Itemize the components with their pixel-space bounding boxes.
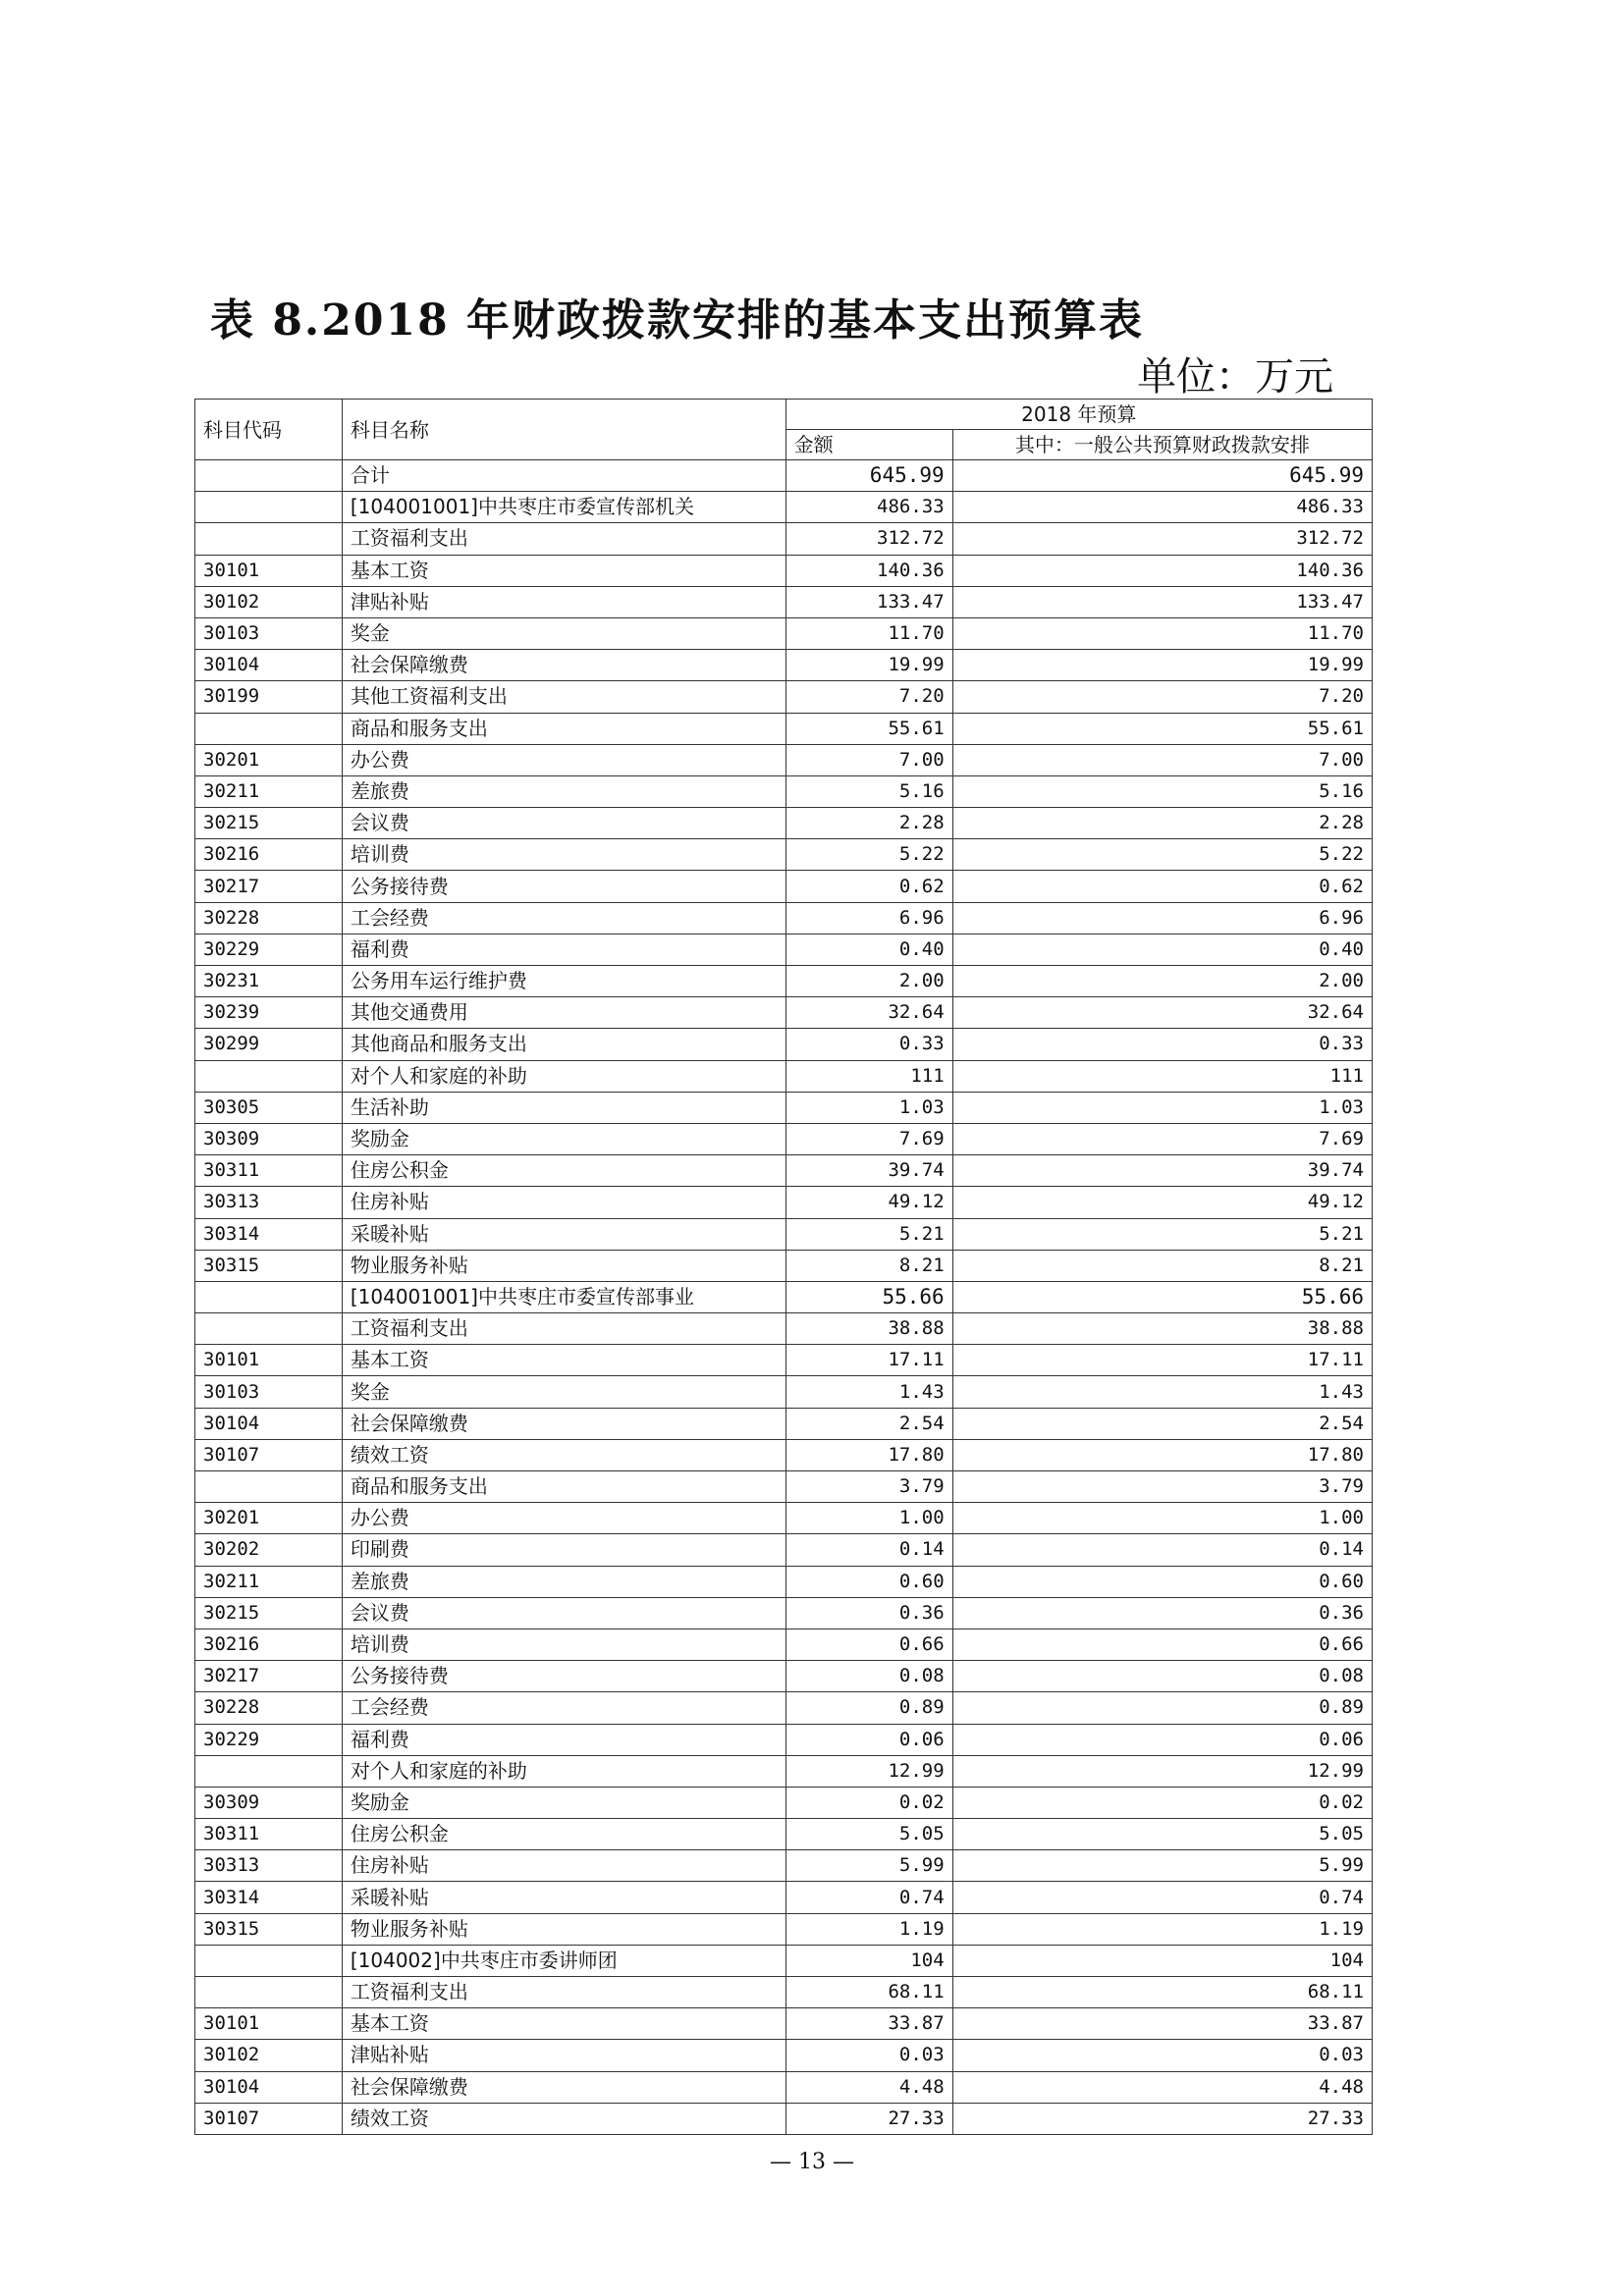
- cell-code: 30201: [195, 1503, 343, 1534]
- cell-amount: 33.87: [785, 2008, 952, 2040]
- cell-name: 住房补贴: [342, 1187, 785, 1218]
- document-title: 表 8.2018 年财政拨款安排的基本支出预算表: [210, 295, 1145, 346]
- cell-code: 30202: [195, 1534, 343, 1566]
- table-row: [195, 555, 1373, 586]
- cell-general-budget: 140.36: [952, 555, 1372, 586]
- cell-code: 30103: [195, 1376, 343, 1408]
- cell-code: [195, 1281, 343, 1312]
- cell-name: 印刷费: [342, 1534, 785, 1566]
- cell-amount: 7.69: [785, 1123, 952, 1154]
- cell-amount: 104: [785, 1945, 952, 1976]
- cell-code: 30101: [195, 1345, 343, 1376]
- cell-code: 30313: [195, 1187, 343, 1218]
- cell-general-budget: 0.36: [952, 1597, 1372, 1629]
- cell-name: 对个人和家庭的补助: [342, 1060, 785, 1092]
- cell-code: 30314: [195, 1882, 343, 1913]
- cell-general-budget: 12.99: [952, 1755, 1372, 1787]
- cell-name: 会议费: [342, 1597, 785, 1629]
- table-row: [195, 650, 1373, 681]
- cell-amount: 4.48: [785, 2071, 952, 2103]
- cell-general-budget: 38.88: [952, 1313, 1372, 1345]
- cell-amount: 645.99: [785, 460, 952, 492]
- table-row: [195, 1092, 1373, 1123]
- table-row: [195, 902, 1373, 934]
- cell-amount: 5.22: [785, 839, 952, 871]
- cell-general-budget: 17.11: [952, 1345, 1372, 1376]
- table-body: [195, 460, 1373, 2135]
- cell-code: 30211: [195, 775, 343, 807]
- cell-name: 公务用车运行维护费: [342, 966, 785, 997]
- cell-code: 30104: [195, 2071, 343, 2103]
- cell-amount: 312.72: [785, 523, 952, 555]
- cell-amount: 39.74: [785, 1155, 952, 1187]
- table-row: [195, 713, 1373, 744]
- cell-general-budget: 486.33: [952, 492, 1372, 523]
- cell-general-budget: 32.64: [952, 997, 1372, 1029]
- cell-code: 30104: [195, 650, 343, 681]
- cell-name: 其他交通费用: [342, 997, 785, 1029]
- cell-amount: 17.11: [785, 1345, 952, 1376]
- table-row: [195, 523, 1373, 555]
- cell-code: [195, 492, 343, 523]
- cell-amount: 5.21: [785, 1218, 952, 1250]
- table-row: [195, 1187, 1373, 1218]
- table-row: [195, 2071, 1373, 2103]
- cell-general-budget: 4.48: [952, 2071, 1372, 2103]
- cell-general-budget: 7.69: [952, 1123, 1372, 1154]
- cell-general-budget: 645.99: [952, 460, 1372, 492]
- cell-general-budget: 27.33: [952, 2103, 1372, 2134]
- cell-name: 绩效工资: [342, 2103, 785, 2134]
- cell-name: 会议费: [342, 808, 785, 839]
- table-row: [195, 1913, 1373, 1945]
- cell-name: 津贴补贴: [342, 586, 785, 617]
- cell-general-budget: 1.43: [952, 1376, 1372, 1408]
- cell-name: 社会保障缴费: [342, 1408, 785, 1439]
- cell-code: 30217: [195, 871, 343, 902]
- cell-general-budget: 2.54: [952, 1408, 1372, 1439]
- header-budget-group: 2018 年预算: [785, 400, 1372, 430]
- cell-amount: 0.03: [785, 2040, 952, 2071]
- cell-general-budget: 19.99: [952, 650, 1372, 681]
- table-row: [195, 1313, 1373, 1345]
- table-row: [195, 775, 1373, 807]
- cell-code: 30315: [195, 1913, 343, 1945]
- cell-code: [195, 1755, 343, 1787]
- cell-amount: 7.00: [785, 744, 952, 775]
- cell-code: 30217: [195, 1661, 343, 1692]
- cell-code: 30228: [195, 902, 343, 934]
- table-row: [195, 1281, 1373, 1312]
- cell-general-budget: 55.61: [952, 713, 1372, 744]
- cell-amount: 17.80: [785, 1439, 952, 1470]
- cell-general-budget: 49.12: [952, 1187, 1372, 1218]
- cell-amount: 27.33: [785, 2103, 952, 2134]
- cell-name: 绩效工资: [342, 1439, 785, 1470]
- cell-code: 30311: [195, 1155, 343, 1187]
- cell-amount: 7.20: [785, 681, 952, 713]
- cell-general-budget: 0.66: [952, 1629, 1372, 1660]
- cell-code: 30309: [195, 1123, 343, 1154]
- table-row: [195, 1945, 1373, 1976]
- cell-general-budget: 7.00: [952, 744, 1372, 775]
- cell-amount: 6.96: [785, 902, 952, 934]
- cell-code: 30215: [195, 1597, 343, 1629]
- cell-name: 差旅费: [342, 775, 785, 807]
- header-name: 科目名称: [342, 400, 785, 460]
- cell-amount: 486.33: [785, 492, 952, 523]
- cell-name: [104001001]中共枣庄市委宣传部事业: [342, 1281, 785, 1312]
- cell-code: 30211: [195, 1566, 343, 1597]
- cell-amount: 1.19: [785, 1913, 952, 1945]
- cell-amount: 140.36: [785, 555, 952, 586]
- cell-amount: 38.88: [785, 1313, 952, 1345]
- cell-name: 生活补助: [342, 1092, 785, 1123]
- table-row: [195, 2008, 1373, 2040]
- cell-code: 30313: [195, 1850, 343, 1882]
- cell-amount: 0.66: [785, 1629, 952, 1660]
- cell-code: 30239: [195, 997, 343, 1029]
- page-number: — 13 —: [770, 2150, 854, 2174]
- table-row: [195, 808, 1373, 839]
- cell-general-budget: 2.28: [952, 808, 1372, 839]
- table-row: [195, 966, 1373, 997]
- table-row: [195, 1155, 1373, 1187]
- cell-general-budget: 6.96: [952, 902, 1372, 934]
- table-row: [195, 1534, 1373, 1566]
- table-row: [195, 1882, 1373, 1913]
- cell-amount: 1.43: [785, 1376, 952, 1408]
- table-row: [195, 1029, 1373, 1060]
- cell-name: 商品和服务支出: [342, 1471, 785, 1503]
- table-row: [195, 1755, 1373, 1787]
- cell-code: [195, 1977, 343, 2008]
- cell-general-budget: 0.33: [952, 1029, 1372, 1060]
- cell-general-budget: 0.08: [952, 1661, 1372, 1692]
- table-row: [195, 2040, 1373, 2071]
- cell-code: 30102: [195, 2040, 343, 2071]
- cell-code: 30305: [195, 1092, 343, 1123]
- cell-general-budget: 133.47: [952, 586, 1372, 617]
- unit-label: 单位：万元: [1137, 354, 1333, 400]
- cell-general-budget: 2.00: [952, 966, 1372, 997]
- cell-name: 物业服务补贴: [342, 1913, 785, 1945]
- cell-amount: 0.40: [785, 934, 952, 965]
- cell-general-budget: 0.74: [952, 1882, 1372, 1913]
- cell-name: 采暖补贴: [342, 1882, 785, 1913]
- cell-name: 培训费: [342, 1629, 785, 1660]
- table-row: [195, 1250, 1373, 1281]
- cell-name: 合计: [342, 460, 785, 492]
- cell-amount: 8.21: [785, 1250, 952, 1281]
- cell-name: 福利费: [342, 1724, 785, 1755]
- cell-name: 工会经费: [342, 902, 785, 934]
- cell-name: 公务接待费: [342, 1661, 785, 1692]
- cell-name: [104001001]中共枣庄市委宣传部机关: [342, 492, 785, 523]
- cell-code: [195, 713, 343, 744]
- cell-amount: 2.00: [785, 966, 952, 997]
- cell-name: 办公费: [342, 744, 785, 775]
- cell-amount: 55.61: [785, 713, 952, 744]
- cell-name: 社会保障缴费: [342, 650, 785, 681]
- table-row: [195, 1123, 1373, 1154]
- cell-name: 办公费: [342, 1503, 785, 1534]
- cell-general-budget: 5.22: [952, 839, 1372, 871]
- cell-code: 30311: [195, 1819, 343, 1850]
- cell-name: 工会经费: [342, 1692, 785, 1724]
- table-row: [195, 1408, 1373, 1439]
- table-row: [195, 1345, 1373, 1376]
- cell-amount: 133.47: [785, 586, 952, 617]
- cell-code: 30107: [195, 1439, 343, 1470]
- cell-code: 30216: [195, 839, 343, 871]
- cell-amount: 0.02: [785, 1787, 952, 1818]
- cell-code: [195, 460, 343, 492]
- cell-code: 30216: [195, 1629, 343, 1660]
- cell-amount: 0.89: [785, 1692, 952, 1724]
- table-row: [195, 1439, 1373, 1470]
- cell-code: 30229: [195, 934, 343, 965]
- cell-code: 30103: [195, 617, 343, 649]
- cell-general-budget: 33.87: [952, 2008, 1372, 2040]
- cell-amount: 0.60: [785, 1566, 952, 1597]
- table-row: [195, 1629, 1373, 1660]
- table-row: [195, 1977, 1373, 2008]
- cell-general-budget: 3.79: [952, 1471, 1372, 1503]
- cell-name: [104002]中共枣庄市委讲师团: [342, 1945, 785, 1976]
- cell-code: 30315: [195, 1250, 343, 1281]
- cell-general-budget: 1.03: [952, 1092, 1372, 1123]
- table-row: [195, 744, 1373, 775]
- cell-name: 对个人和家庭的补助: [342, 1755, 785, 1787]
- header-amount: 金额: [785, 430, 952, 460]
- cell-code: 30314: [195, 1218, 343, 1250]
- table-row: [195, 1471, 1373, 1503]
- cell-code: 30299: [195, 1029, 343, 1060]
- cell-amount: 55.66: [785, 1281, 952, 1312]
- cell-name: 其他商品和服务支出: [342, 1029, 785, 1060]
- cell-name: 奖金: [342, 617, 785, 649]
- cell-name: 物业服务补贴: [342, 1250, 785, 1281]
- table-row: [195, 1692, 1373, 1724]
- cell-code: 30229: [195, 1724, 343, 1755]
- budget-table: [194, 399, 1373, 2135]
- table-row: [195, 1376, 1373, 1408]
- cell-amount: 5.99: [785, 1850, 952, 1882]
- cell-name: 采暖补贴: [342, 1218, 785, 1250]
- cell-name: 其他工资福利支出: [342, 681, 785, 713]
- cell-amount: 2.28: [785, 808, 952, 839]
- cell-general-budget: 0.03: [952, 2040, 1372, 2071]
- header-general-budget: 其中：一般公共预算财政拨款安排: [952, 430, 1372, 460]
- cell-amount: 2.54: [785, 1408, 952, 1439]
- table-row: [195, 2103, 1373, 2134]
- table-row: [195, 460, 1373, 492]
- cell-code: 30107: [195, 2103, 343, 2134]
- table-row: [195, 997, 1373, 1029]
- table-row: [195, 681, 1373, 713]
- table-row: [195, 839, 1373, 871]
- cell-amount: 0.14: [785, 1534, 952, 1566]
- cell-name: 社会保障缴费: [342, 2071, 785, 2103]
- cell-code: 30201: [195, 744, 343, 775]
- cell-general-budget: 111: [952, 1060, 1372, 1092]
- table-row: [195, 492, 1373, 523]
- cell-general-budget: 8.21: [952, 1250, 1372, 1281]
- cell-amount: 0.33: [785, 1029, 952, 1060]
- cell-amount: 11.70: [785, 617, 952, 649]
- cell-general-budget: 39.74: [952, 1155, 1372, 1187]
- cell-name: 福利费: [342, 934, 785, 965]
- cell-general-budget: 11.70: [952, 617, 1372, 649]
- cell-name: 住房公积金: [342, 1155, 785, 1187]
- table-row: [195, 1503, 1373, 1534]
- cell-general-budget: 17.80: [952, 1439, 1372, 1470]
- cell-code: [195, 1471, 343, 1503]
- table-row: [195, 934, 1373, 965]
- table-row: [195, 1787, 1373, 1818]
- cell-amount: 32.64: [785, 997, 952, 1029]
- cell-name: 工资福利支出: [342, 523, 785, 555]
- cell-amount: 0.06: [785, 1724, 952, 1755]
- cell-amount: 0.08: [785, 1661, 952, 1692]
- cell-amount: 12.99: [785, 1755, 952, 1787]
- cell-amount: 5.16: [785, 775, 952, 807]
- cell-code: 30101: [195, 2008, 343, 2040]
- cell-general-budget: 1.00: [952, 1503, 1372, 1534]
- cell-name: 差旅费: [342, 1566, 785, 1597]
- header-code: 科目代码: [195, 400, 343, 460]
- cell-code: [195, 1945, 343, 1976]
- cell-name: 商品和服务支出: [342, 713, 785, 744]
- cell-general-budget: 0.89: [952, 1692, 1372, 1724]
- cell-amount: 3.79: [785, 1471, 952, 1503]
- cell-general-budget: 1.19: [952, 1913, 1372, 1945]
- table-row: [195, 1597, 1373, 1629]
- cell-code: 30228: [195, 1692, 343, 1724]
- cell-amount: 0.62: [785, 871, 952, 902]
- cell-name: 基本工资: [342, 2008, 785, 2040]
- cell-code: [195, 1060, 343, 1092]
- cell-amount: 0.74: [785, 1882, 952, 1913]
- cell-code: [195, 523, 343, 555]
- cell-name: 奖励金: [342, 1123, 785, 1154]
- table-row: [195, 871, 1373, 902]
- cell-general-budget: 5.16: [952, 775, 1372, 807]
- cell-name: 培训费: [342, 839, 785, 871]
- cell-code: 30104: [195, 1408, 343, 1439]
- table-row: [195, 1566, 1373, 1597]
- cell-name: 基本工资: [342, 555, 785, 586]
- cell-name: 住房补贴: [342, 1850, 785, 1882]
- cell-amount: 19.99: [785, 650, 952, 681]
- cell-amount: 5.05: [785, 1819, 952, 1850]
- cell-code: 30102: [195, 586, 343, 617]
- cell-general-budget: 104: [952, 1945, 1372, 1976]
- cell-name: 公务接待费: [342, 871, 785, 902]
- cell-amount: 111: [785, 1060, 952, 1092]
- cell-name: 奖励金: [342, 1787, 785, 1818]
- cell-code: 30215: [195, 808, 343, 839]
- cell-amount: 49.12: [785, 1187, 952, 1218]
- cell-amount: 0.36: [785, 1597, 952, 1629]
- cell-general-budget: 312.72: [952, 523, 1372, 555]
- cell-general-budget: 68.11: [952, 1977, 1372, 2008]
- cell-amount: 68.11: [785, 1977, 952, 2008]
- cell-general-budget: 5.21: [952, 1218, 1372, 1250]
- cell-code: [195, 1313, 343, 1345]
- table-row: [195, 1850, 1373, 1882]
- table-row: [195, 1661, 1373, 1692]
- cell-general-budget: 0.02: [952, 1787, 1372, 1818]
- cell-name: 津贴补贴: [342, 2040, 785, 2071]
- cell-general-budget: 0.60: [952, 1566, 1372, 1597]
- table-row: [195, 586, 1373, 617]
- cell-code: 30309: [195, 1787, 343, 1818]
- cell-name: 工资福利支出: [342, 1977, 785, 2008]
- cell-name: 基本工资: [342, 1345, 785, 1376]
- cell-general-budget: 0.62: [952, 871, 1372, 902]
- cell-amount: 1.03: [785, 1092, 952, 1123]
- cell-general-budget: 0.14: [952, 1534, 1372, 1566]
- cell-general-budget: 5.05: [952, 1819, 1372, 1850]
- cell-amount: 1.00: [785, 1503, 952, 1534]
- cell-name: 住房公积金: [342, 1819, 785, 1850]
- cell-general-budget: 5.99: [952, 1850, 1372, 1882]
- table-row: [195, 1218, 1373, 1250]
- table-row: [195, 617, 1373, 649]
- cell-general-budget: 0.06: [952, 1724, 1372, 1755]
- cell-name: 工资福利支出: [342, 1313, 785, 1345]
- cell-general-budget: 7.20: [952, 681, 1372, 713]
- cell-code: 30199: [195, 681, 343, 713]
- cell-code: 30231: [195, 966, 343, 997]
- cell-general-budget: 0.40: [952, 934, 1372, 965]
- table-row: [195, 1724, 1373, 1755]
- cell-general-budget: 55.66: [952, 1281, 1372, 1312]
- table-row: [195, 1819, 1373, 1850]
- table-header: [195, 400, 1373, 460]
- table-row: [195, 1060, 1373, 1092]
- cell-name: 奖金: [342, 1376, 785, 1408]
- cell-code: 30101: [195, 555, 343, 586]
